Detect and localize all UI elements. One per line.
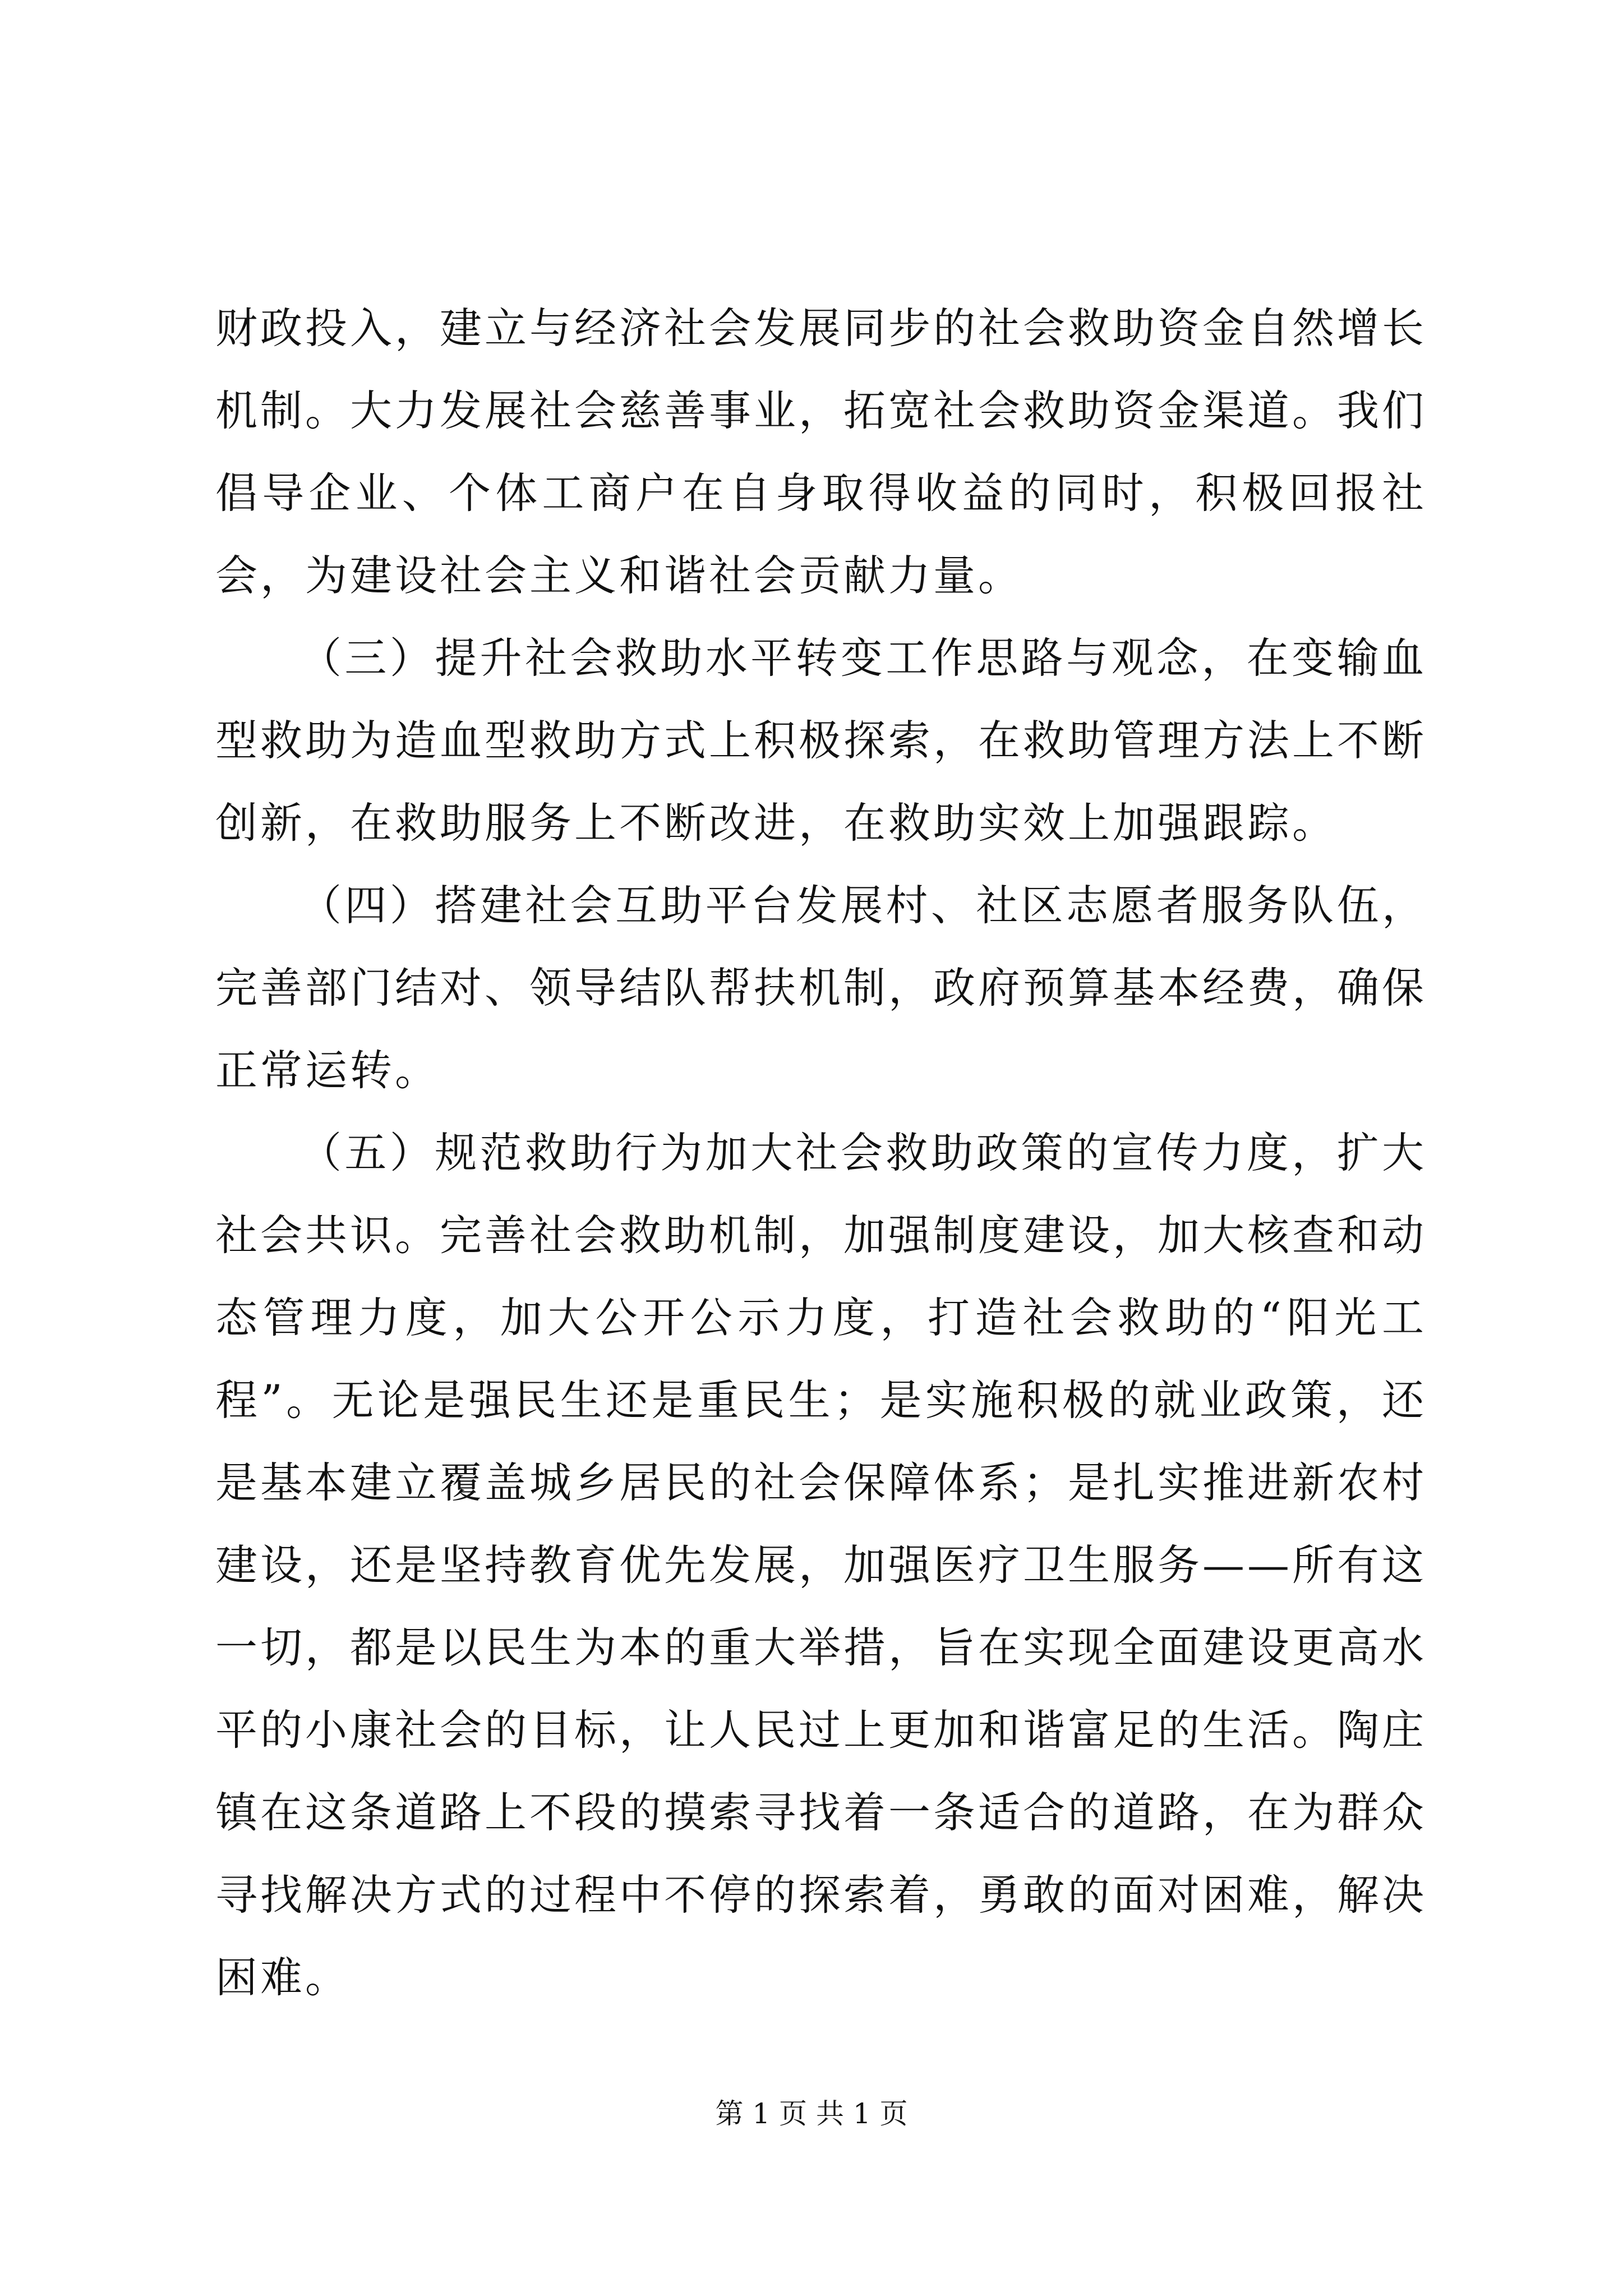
paragraph-continuation: 财政投入，建立与经济社会发展同步的社会救助资金自然增长机制。大力发展社会慈善事业，拓宽社会救助资金渠道。我们倡导企业、个体工商户在自身取得收益的同时，积极回报社会，为建设社会主义和谐社会贡献力量。 xyxy=(215,303,1427,600)
paragraph-section-4: （四）搭建社会互助平台发展村、社区志愿者服务队伍，完善部门结对、领导结队帮扶机制，政府预算基本经费，确保正常运转。 xyxy=(215,881,1427,1095)
document-body xyxy=(215,287,1427,2019)
paragraph-section-3: （三）提升社会救助水平转变工作思路与观念，在变输血型救助为造血型救助方式上积极探索，在救助管理方法上不断创新，在救助服务上不断改进，在救助实效上加强跟踪。 xyxy=(215,633,1427,848)
page-footer: 第 1 页 共 1 页 xyxy=(715,2097,908,2130)
paragraph-section-5: （五）规范救助行为加大社会救助政策的宣传力度，扩大社会共识。完善社会救助机制，加强制度建设，加大核查和动态管理力度，加大公开公示力度，打造社会救助的“阳光工程”。无论是强民生还是重民生；是实施积极的就业政策，还是基本建立覆盖城乡居民的社会保障体系；是扎实推进新农村建设，还是坚持教育优先发展，加强医疗卫生服务——所有这一切，都是以民生为本的重大举措，旨在实现全面建设更高水平的小康社会的目标，让人民过上更加和谐富足的生活。陶庄镇在这条道路上不段的摸索寻找着一条适合的道路，在为群众寻找解决方式的过程中不停的探索着，勇敢的面对困难，解决困难。 xyxy=(215,1128,1427,2002)
